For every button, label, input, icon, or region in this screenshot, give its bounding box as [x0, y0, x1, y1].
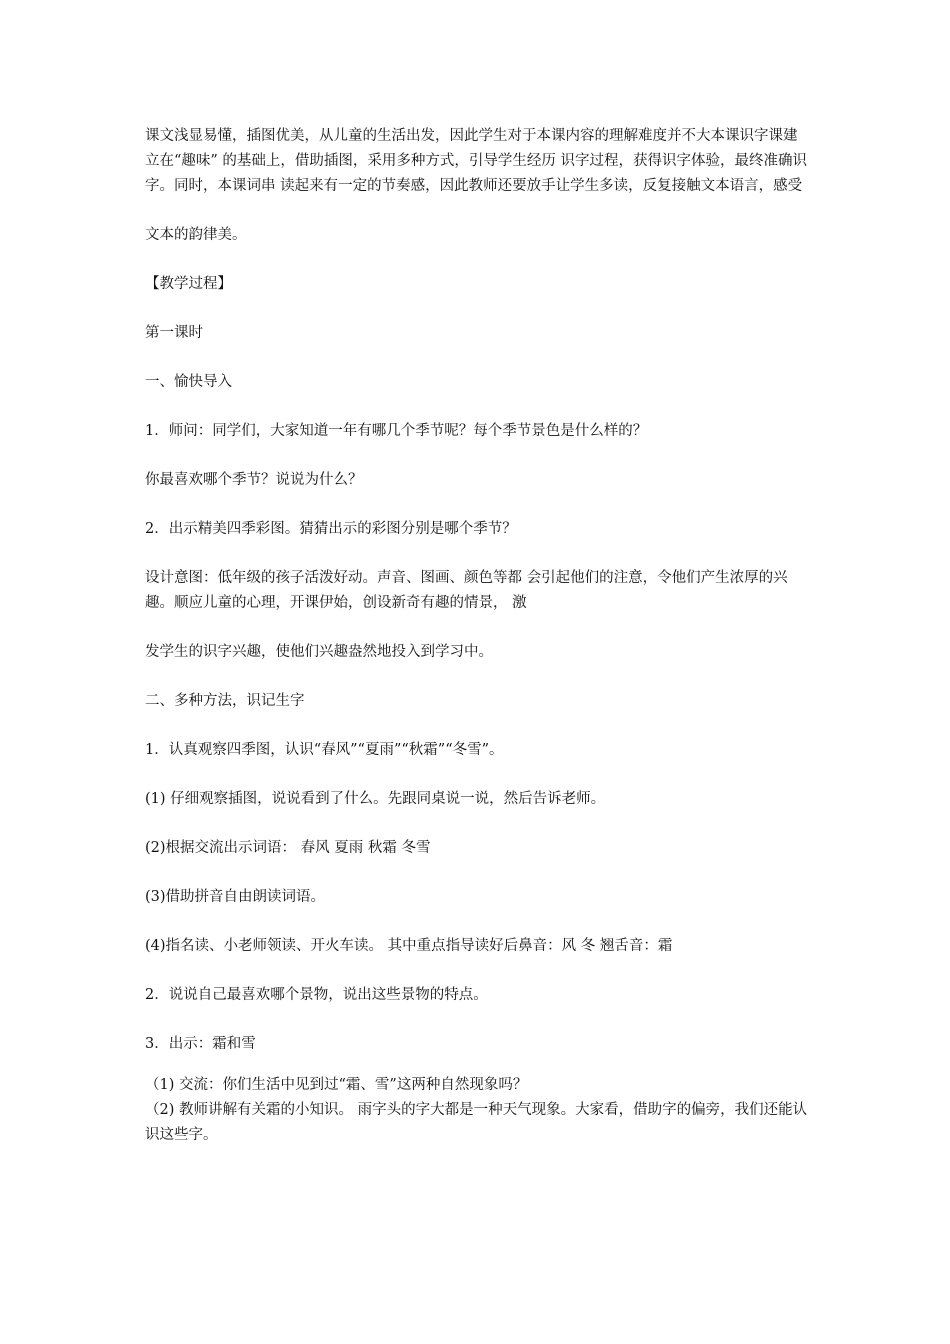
part-two-heading: 二、多种方法，识记生字 — [145, 693, 305, 709]
design-intent-end: 发学生的识字兴趣，使他们兴趣盎然地投入到学习中。 — [145, 644, 493, 660]
substep-2: (2)根据交流出示词语： 春风 夏雨 秋霜 冬雪 — [145, 840, 431, 856]
section-heading-process: 【教学过程】 — [145, 276, 232, 292]
frost-substep-2: （2) 教师讲解有关霜的小知识。 雨字头的字大都是一种天气现象。大家看，借助字的偏旁，我们还能认识这些字。 — [145, 1102, 808, 1143]
step-favorite: 2．说说自己最喜欢哪个景物，说出这些景物的特点。 — [145, 987, 488, 1003]
document-body — [145, 124, 810, 1148]
part-one-heading: 一、愉快导入 — [145, 374, 232, 390]
design-intent: 设计意图：低年级的孩子活泼好动。声音、图画、颜色等都 会引起他们的注意，令他们产生浓厚的兴趣。顺应儿童的心理，开课伊始，创设新奇有趣的情景， 激 — [145, 570, 788, 611]
step-observe: 1．认真观察四季图，认识“春风”“夏雨”“秋霜”“冬雪”。 — [145, 742, 504, 758]
intro-paragraph: 课文浅显易懂，插图优美，从儿童的生活出发，因此学生对于本课内容的理解难度并不大本课识字课建立在“趣味” 的基础上，借助插图，采用多种方式，引导学生经历 识字过程，获得识字体验，最终准确识字。同时，本课词串 读起来有一定的节奏感，因此教师还要放手让学生多读，反复接触文本语言，感受 — [145, 128, 808, 194]
step-1-question: 1．师问：同学们，大家知道一年有哪几个季节呢？每个季节景色是什么样的？ — [145, 423, 648, 439]
lesson-heading: 第一课时 — [145, 325, 203, 341]
substep-4: (4)指名读、小老师领读、开火车读。 其中重点指导读好后鼻音：风 冬 翘舌音：霜 — [145, 938, 673, 954]
step-1-followup: 你最喜欢哪个季节？说说为什么？ — [145, 472, 363, 488]
step-frost-snow: 3．出示：霜和雪 — [145, 1036, 256, 1052]
frost-substep-1: （1) 交流：你们生活中见到过“霜、雪”这两种自然现象吗？ — [145, 1077, 528, 1093]
intro-paragraph-end: 文本的韵律美。 — [145, 227, 247, 243]
substep-1: (1) 仔细观察插图，说说看到了什么。先跟同桌说一说，然后告诉老师。 — [145, 791, 606, 807]
substep-3: (3)借助拼音自由朗读词语。 — [145, 889, 326, 905]
step-2-pictures: 2．出示精美四季彩图。猜猜出示的彩图分别是哪个季节？ — [145, 521, 517, 537]
